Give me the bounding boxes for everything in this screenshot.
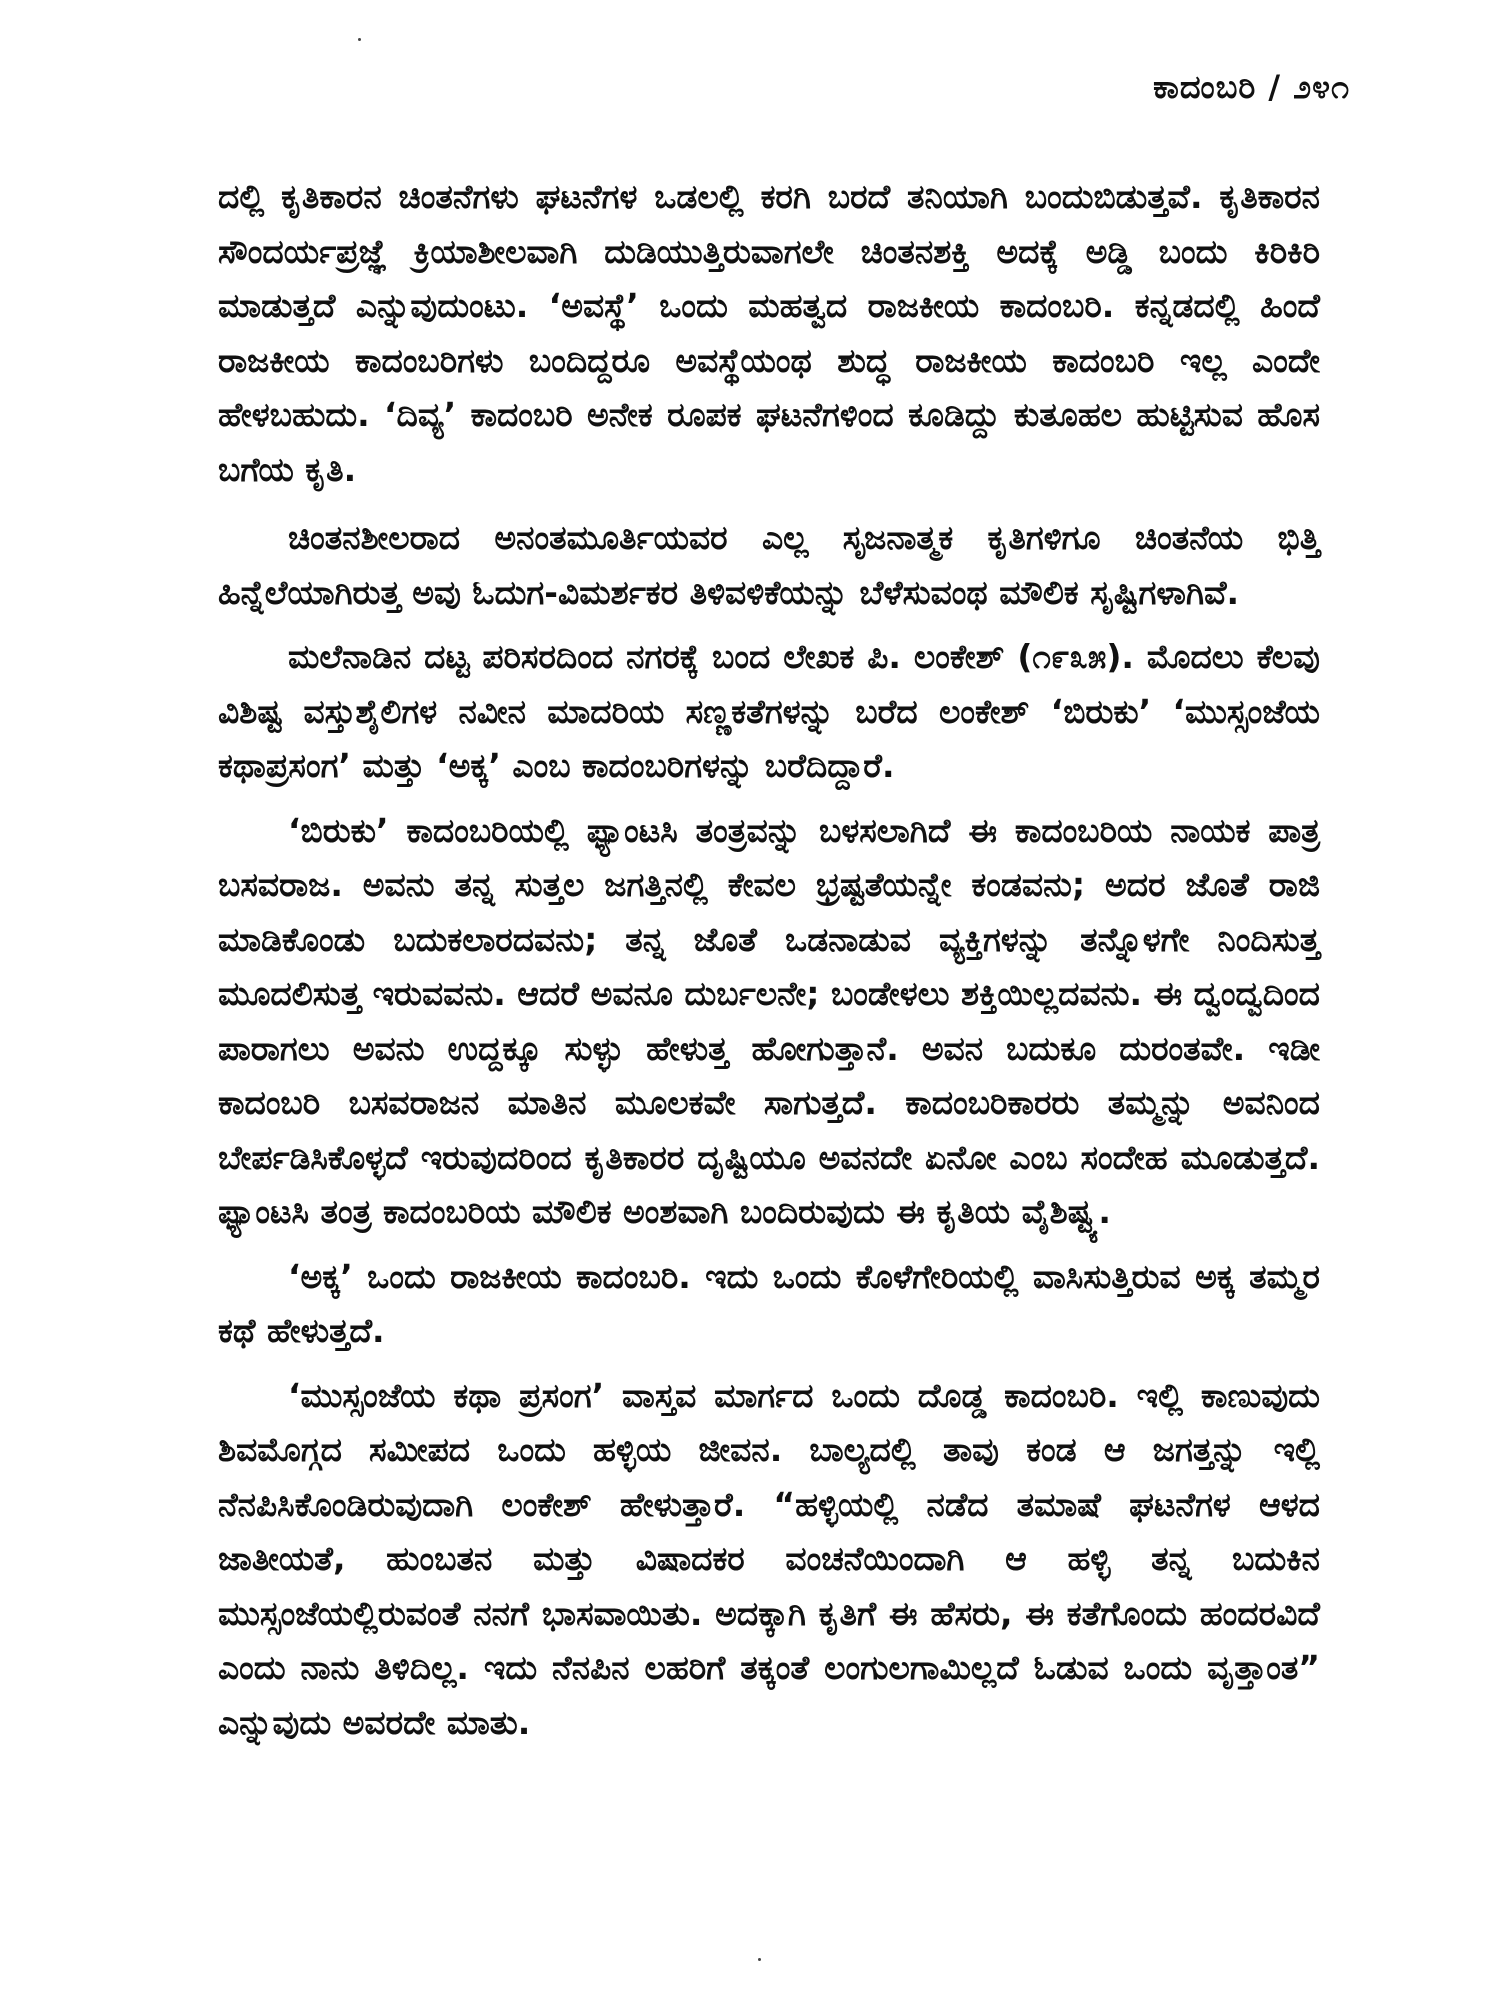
paragraph-lankesh-intro-lead: ಮಲೆನಾಡಿನ ದಟ್ಟ ಪರಿಸರದಿಂದ ನಗರಕ್ಕೆ ಬಂದ ಲೇಖಕ — [288, 637, 855, 676]
running-header: ಕಾದಂಬರಿ / ೨೪೧ — [1153, 68, 1350, 106]
paragraph-lankesh-intro — [218, 630, 1320, 794]
paragraph-mussanjeya: ‘ಮುಸ್ಸಂಜೆಯ ಕಥಾ ಪ್ರಸಂಗ’ ವಾಸ್ತವ ಮಾರ್ಗದ ಒಂದು ದೊಡ್ಡ ಕಾದಂಬರಿ. ಇಲ್ಲಿ ಕಾಣುವುದು ಶಿವಮೊಗ್ಗದ ಸಮೀಪದ ಒಂದು ಹಳ್ಳಿಯ ಜೀವನ. ಬಾಲ್ಯದಲ್ಲಿ ತಾವು ಕಂಡ ಆ ಜಗತ್ತನ್ನು ಇಲ್ಲಿ ನೆನಪಿಸಿಕೊಂಡಿರುವುದಾಗಿ ಲಂಕೇಶ್ ಹೇಳುತ್ತಾರೆ. “ಹಳ್ಳಿಯಲ್ಲಿ ನಡೆದ ತಮಾಷೆ ಘಟನೆಗಳ ಆಳದ ಜಾತೀಯತೆ, ಹುಂಬತನ ಮತ್ತು ವಿಷಾದಕರ ವಂಚನೆಯಿಂದಾಗಿ ಆ ಹಳ್ಳಿ ತನ್ನ ಬದುಕಿನ ಮುಸ್ಸಂಜೆಯಲ್ಲಿರುವಂತೆ ನನಗೆ ಭಾಸವಾಯಿತು. ಅದಕ್ಕಾಗಿ ಕೃತಿಗೆ ಈ ಹೆಸರು, ಈ ಕತೆಗೊಂದು ಹಂದರವಿದೆ ಎಂದು ನಾನು ತಿಳಿದಿಲ್ಲ. ಇದು ನೆನಪಿನ ಲಹರಿಗೆ ತಕ್ಕಂತೆ ಲಂಗುಲಗಾಮಿಲ್ಲದೆ ಓಡುವ ಒಂದು ವೃತ್ತಾಂತ” ಎನ್ನುವುದು ಅವರದೇ ಮಾತು. — [218, 1375, 1320, 1742]
paragraph-akka: ‘ಅಕ್ಕ’ ಒಂದು ರಾಜಕೀಯ ಕಾದಂಬರಿ. ಇದು ಒಂದು ಕೊಳೆಗೇರಿಯಲ್ಲಿ ವಾಸಿಸುತ್ತಿರುವ ಅಕ್ಕ ತಮ್ಮರ ಕಥೆ ಹೇಳುತ್ತದೆ. — [218, 1256, 1320, 1350]
scan-speck — [358, 38, 361, 41]
scan-speck — [758, 1958, 761, 1961]
body-text — [218, 170, 1320, 1760]
paragraph-lankesh-intro-rest: (೧೯೩೫). ಮೊದಲು ಕೆಲವು ವಿಶಿಷ್ಟ ವಸ್ತುಶೈಲಿಗಳ ನವೀನ ಮಾದರಿಯ ಸಣ್ಣಕತೆಗಳನ್ನು ಬರೆದ ಲಂಕೇಶ್ ‘ಬಿರುಕು’ ‘ಮುಸ್ಸಂಜೆಯ ಕಥಾಪ್ರಸಂಗ’ ಮತ್ತು ‘ಅಕ್ಕ’ ಎಂಬ ಕಾದಂಬರಿಗಳನ್ನು ಬರೆದಿದ್ದಾರೆ. — [218, 637, 1320, 785]
paragraph-ananthamurthy: ಚಿಂತನಶೀಲರಾದ ಅನಂತಮೂರ್ತಿಯವರ ಎಲ್ಲ ಸೃಜನಾತ್ಮಕ ಕೃತಿಗಳಿಗೂ ಚಿಂತನೆಯ ಭಿತ್ತಿ ಹಿನ್ನೆಲೆಯಾಗಿರುತ್ತ ಅವು ಓದುಗ-ವಿಮರ್ಶಕರ ತಿಳಿವಳಿಕೆಯನ್ನು ಬೆಳೆಸುವಂಥ ಮೌಲಿಕ ಸೃಷ್ಟಿಗಳಾಗಿವೆ. — [218, 518, 1320, 612]
author-name: ಪಿ. ಲಂಕೇಶ್ — [867, 637, 1005, 676]
paragraph-continuation: ದಲ್ಲಿ ಕೃತಿಕಾರನ ಚಿಂತನೆಗಳು ಘಟನೆಗಳ ಒಡಲಲ್ಲಿ ಕರಗಿ ಬರದೆ ತನಿಯಾಗಿ ಬಂದುಬಿಡುತ್ತವೆ. ಕೃತಿಕಾರನ ಸೌಂದರ್ಯಪ್ರಜ್ಞೆ ಕ್ರಿಯಾಶೀಲವಾಗಿ ದುಡಿಯುತ್ತಿರುವಾಗಲೇ ಚಿಂತನಶಕ್ತಿ ಅದಕ್ಕೆ ಅಡ್ಡಿ ಬಂದು ಕಿರಿಕಿರಿ ಮಾಡುತ್ತದೆ ಎನ್ನುವುದುಂಟು. ‘ಅವಸ್ಥೆ’ ಒಂದು ಮಹತ್ವದ ರಾಜಕೀಯ ಕಾದಂಬರಿ. ಕನ್ನಡದಲ್ಲಿ ಹಿಂದೆ ರಾಜಕೀಯ ಕಾದಂಬರಿಗಳು ಬಂದಿದ್ದರೂ ಅವಸ್ಥೆಯಂಥ ಶುದ್ಧ ರಾಜಕೀಯ ಕಾದಂಬರಿ ಇಲ್ಲ ಎಂದೇ ಹೇಳಬಹುದು. ‘ದಿವ್ಯ’ ಕಾದಂಬರಿ ಅನೇಕ ರೂಪಕ ಘಟನೆಗಳಿಂದ ಕೂಡಿದ್ದು ಕುತೂಹಲ ಹುಟ್ಟಿಸುವ ಹೊಸ ಬಗೆಯ ಕೃತಿ. — [218, 177, 1320, 489]
paragraph-biruku: ‘ಬಿರುಕು’ ಕಾದಂಬರಿಯಲ್ಲಿ ಫ್ಯಾಂಟಸಿ ತಂತ್ರವನ್ನು ಬಳಸಲಾಗಿದೆ ಈ ಕಾದಂಬರಿಯ ನಾಯಕ ಪಾತ್ರ ಬಸವರಾಜ. ಅವನು ತನ್ನ ಸುತ್ತಲ ಜಗತ್ತಿನಲ್ಲಿ ಕೇವಲ ಭ್ರಷ್ಟತೆಯನ್ನೇ ಕಂಡವನು; ಅದರ ಜೊತೆ ರಾಜಿ ಮಾಡಿಕೊಂಡು ಬದುಕಲಾರದವನು; ತನ್ನ ಜೊತೆ ಒಡನಾಡುವ ವ್ಯಕ್ತಿಗಳನ್ನು ತನ್ನೊಳಗೇ ನಿಂದಿಸುತ್ತ ಮೂದಲಿಸುತ್ತ ಇರುವವನು. ಆದರೆ ಅವನೂ ದುರ್ಬಲನೇ; ಬಂಡೇಳಲು ಶಕ್ತಿಯಿಲ್ಲದವನು. ಈ ದ್ವಂದ್ವದಿಂದ ಪಾರಾಗಲು ಅವನು ಉದ್ದಕ್ಕೂ ಸುಳ್ಳು ಹೇಳುತ್ತ ಹೋಗುತ್ತಾನೆ. ಅವನ ಬದುಕೂ ದುರಂತವೇ. ಇಡೀ ಕಾದಂಬರಿ ಬಸವರಾಜನ ಮಾತಿನ ಮೂಲಕವೇ ಸಾಗುತ್ತದೆ. ಕಾದಂಬರಿಕಾರರು ತಮ್ಮನ್ನು ಅವನಿಂದ ಬೇರ್ಪಡಿಸಿಕೊಳ್ಳದೆ ಇರುವುದರಿಂದ ಕೃತಿಕಾರರ ದೃಷ್ಟಿಯೂ ಅವನದೇ ಏನೋ ಎಂಬ ಸಂದೇಹ ಮೂಡುತ್ತದೆ. ಫ್ಯಾಂಟಸಿ ತಂತ್ರ ಕಾದಂಬರಿಯ ಮೌಲಿಕ ಅಂಶವಾಗಿ ಬಂದಿರುವುದು ಈ ಕೃತಿಯ ವೈಶಿಷ್ಟ್ಯ. — [218, 810, 1320, 1231]
